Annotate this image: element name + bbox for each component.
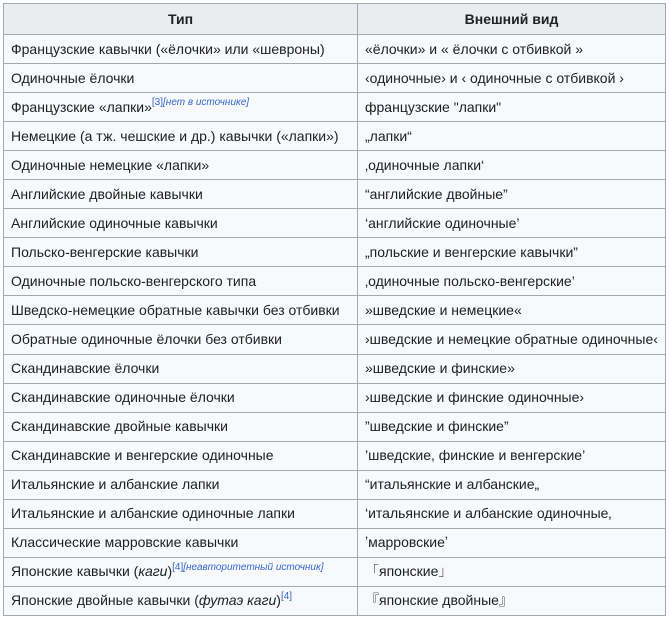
type-cell: Шведско-немецкие обратные кавычки без отбивки	[4, 296, 358, 325]
citation-needed-link[interactable]: [нет в источнике]	[163, 96, 250, 108]
type-cell: Скандинавские ёлочки	[4, 354, 358, 383]
appearance-cell: ‘итальянские и албанские одиночные‚	[358, 499, 666, 528]
type-text-suffix: )	[167, 563, 173, 580]
table-row	[4, 209, 666, 238]
table-row	[4, 35, 666, 64]
appearance-cell: “английские двойные”	[358, 180, 666, 209]
type-cell	[4, 586, 358, 615]
table-row	[4, 557, 666, 586]
appearance-cell: ’шведские, финские и венгерские’	[358, 441, 666, 470]
table-row	[4, 470, 666, 499]
table-row	[4, 64, 666, 93]
table-row	[4, 441, 666, 470]
type-cell: Немецкие (а тж. чешские и др.) кавычки («лапки»)	[4, 122, 358, 151]
table-row	[4, 499, 666, 528]
table-row	[4, 528, 666, 557]
type-cell: Английские одиночные кавычки	[4, 209, 358, 238]
appearance-cell: “итальянские и албанские„	[358, 470, 666, 499]
type-cell: Обратные одиночные ёлочки без отбивки	[4, 325, 358, 354]
type-cell: Итальянские и албанские лапки	[4, 470, 358, 499]
appearance-cell: ›шведские и немецкие обратные одиночные‹	[358, 325, 666, 354]
type-cell	[4, 557, 358, 586]
type-text-suffix: )	[276, 592, 281, 609]
appearance-cell: ʽмарровскиеʼ	[358, 528, 666, 557]
appearance-cell: французские "лапки"	[358, 93, 666, 122]
table-row	[4, 383, 666, 412]
type-text: Японские двойные кавычки (	[11, 592, 199, 609]
table-row	[4, 122, 666, 151]
type-cell: Французские кавычки («ёлочки» или «шевроны)	[4, 35, 358, 64]
reference-3-link[interactable]: [3]	[151, 96, 164, 108]
appearance-cell: „лапки“	[358, 122, 666, 151]
type-text: Японские кавычки (	[11, 563, 139, 580]
type-cell: Английские двойные кавычки	[4, 180, 358, 209]
type-cell: Польско-венгерские кавычки	[4, 238, 358, 267]
appearance-cell: ‚одиночные польско-венгерские’	[358, 267, 666, 296]
type-cell: Классические марровские кавычки	[4, 528, 358, 557]
table-row	[4, 354, 666, 383]
appearance-cell: 「японские」	[358, 557, 666, 586]
table-row	[4, 412, 666, 441]
type-cell: Одиночные немецкие «лапки»	[4, 151, 358, 180]
appearance-cell: 『японские двойные』	[358, 586, 666, 615]
column-header-type[interactable]: Тип	[4, 4, 358, 35]
table-row	[4, 325, 666, 354]
table-row	[4, 586, 666, 615]
appearance-cell: ‚одиночные лапки‘	[358, 151, 666, 180]
type-cell	[4, 93, 358, 122]
column-header-appearance[interactable]: Внешний вид	[358, 4, 666, 35]
table-row	[4, 180, 666, 209]
appearance-cell: ›шведские и финские одиночные›	[358, 383, 666, 412]
type-cell: Одиночные ёлочки	[4, 64, 358, 93]
type-cell: Одиночные польско-венгерского типа	[4, 267, 358, 296]
appearance-cell: ‘английские одиночные’	[358, 209, 666, 238]
type-term: футаэ каги	[198, 592, 277, 609]
appearance-cell: „польские и венгерские кавычки”	[358, 238, 666, 267]
reference-link[interactable]	[281, 591, 292, 602]
table-row	[4, 151, 666, 180]
type-cell: Скандинавские и венгерские одиночные	[4, 441, 358, 470]
type-cell: Итальянские и албанские одиночные лапки	[4, 499, 358, 528]
reference-link[interactable]	[152, 97, 249, 108]
table-row	[4, 296, 666, 325]
appearance-cell: «ёлочки» и « ёлочки с отбивкой »	[358, 35, 666, 64]
type-cell: Скандинавские одиночные ёлочки	[4, 383, 358, 412]
table-row	[4, 238, 666, 267]
reference-link[interactable]	[172, 562, 323, 573]
type-term: каги	[138, 563, 168, 580]
table-row	[4, 93, 666, 122]
unreliable-source-link[interactable]: [неавторитетный источник]	[183, 561, 324, 573]
appearance-cell: »шведские и финские»	[358, 354, 666, 383]
type-cell: Скандинавские двойные кавычки	[4, 412, 358, 441]
appearance-cell: »шведские и немецкие«	[358, 296, 666, 325]
reference-4-link[interactable]: [4]	[280, 590, 293, 602]
table-row	[4, 267, 666, 296]
appearance-cell: ‹одиночные› и ‹ одиночные с отбивкой ›	[358, 64, 666, 93]
reference-4-link[interactable]: [4]	[172, 561, 184, 573]
quotation-marks-table	[3, 3, 666, 616]
appearance-cell: ”шведские и финские”	[358, 412, 666, 441]
type-text: Французские «лапки»	[11, 98, 152, 115]
table-header-row	[4, 4, 666, 35]
